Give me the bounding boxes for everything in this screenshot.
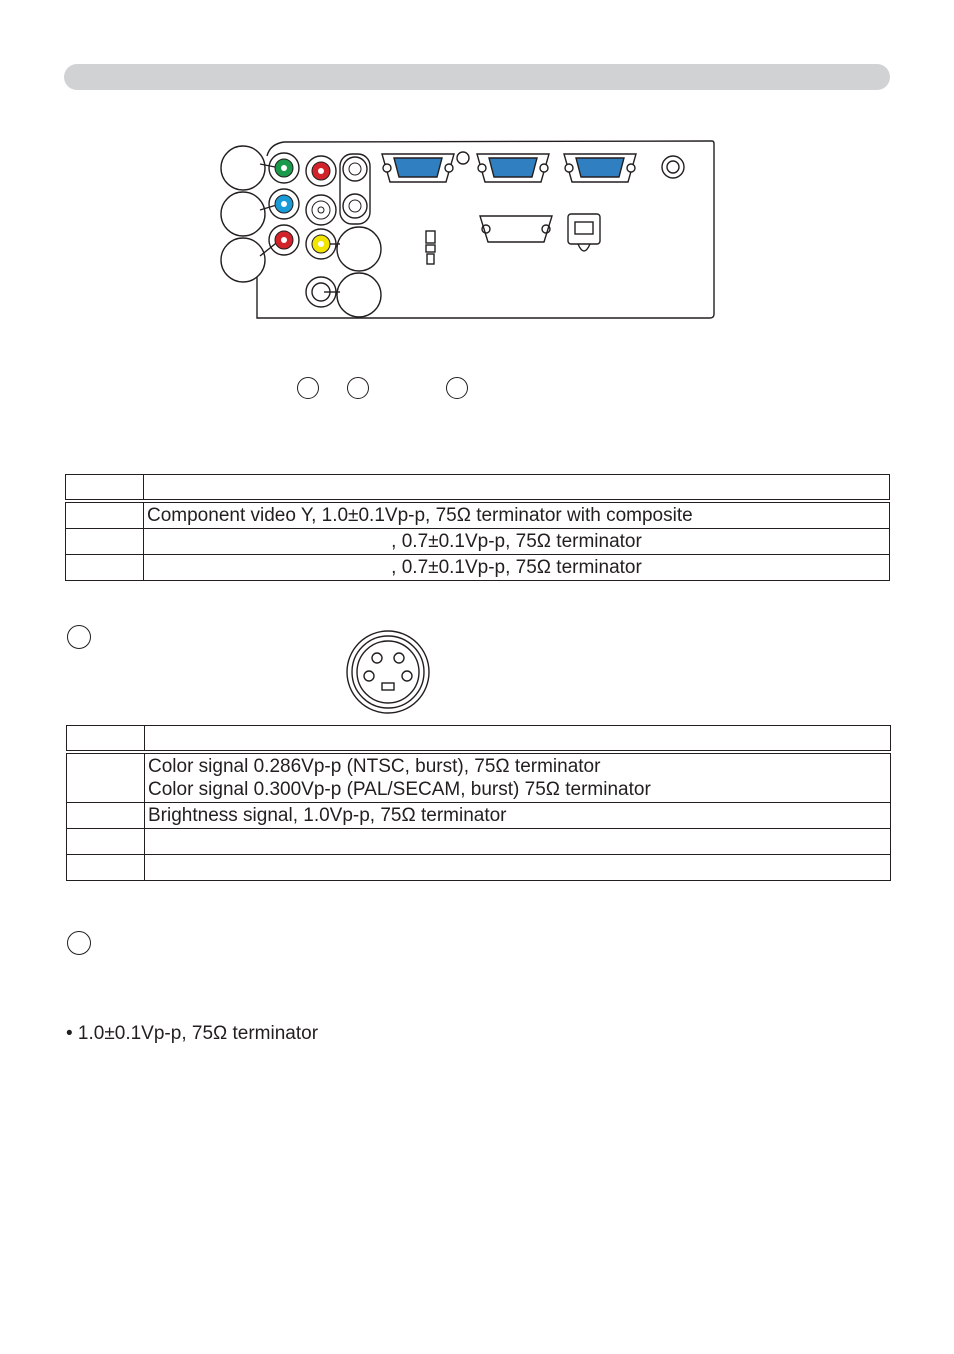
table-row	[67, 752, 891, 803]
table-row	[67, 803, 891, 829]
callout-circle	[337, 227, 381, 271]
row-desc	[145, 752, 891, 803]
callout-circle	[221, 238, 265, 282]
table-row	[67, 829, 891, 855]
row-desc: , 0.7±0.1Vp-p, 75Ω terminator	[144, 529, 890, 555]
row-pin	[67, 752, 145, 803]
row-pin	[66, 529, 144, 555]
row-desc: Component video Y, 1.0±0.1Vp-p, 75Ω terminator with composite	[144, 501, 890, 529]
ref-circle	[347, 377, 369, 399]
callout-circle	[221, 192, 265, 236]
rear-panel-diagram	[212, 136, 718, 322]
callout-circle	[221, 146, 265, 190]
row-desc: Brightness signal, 1.0Vp-p, 75Ω terminator	[145, 803, 891, 829]
header-pin	[66, 475, 144, 502]
table-row	[67, 855, 891, 881]
table-row	[66, 555, 890, 581]
ref-circle	[297, 377, 319, 399]
component-video-table	[65, 474, 890, 581]
video-section-marker	[67, 931, 91, 955]
header-pin	[67, 726, 145, 753]
video-spec-bullet: • 1.0±0.1Vp-p, 75Ω terminator	[66, 1023, 319, 1044]
svideo-section-marker	[67, 625, 91, 649]
svideo-table	[66, 725, 891, 881]
header-desc	[144, 475, 890, 502]
table-row	[66, 529, 890, 555]
row-pin	[67, 803, 145, 829]
table-row	[66, 501, 890, 529]
row-pin	[66, 501, 144, 529]
row-pin	[67, 829, 145, 855]
ref-circle	[446, 377, 468, 399]
table-header-row	[66, 475, 890, 502]
row-desc-line: Color signal 0.286Vp-p (NTSC, burst), 75Ω terminator	[148, 756, 601, 777]
callout-circle	[337, 273, 381, 317]
row-desc: , 0.7±0.1Vp-p, 75Ω terminator	[144, 555, 890, 581]
table-header-row	[67, 726, 891, 753]
row-pin	[67, 855, 145, 881]
row-desc-line: Color signal 0.300Vp-p (PAL/SECAM, burst) 75Ω terminator	[148, 779, 651, 800]
row-desc	[145, 829, 891, 855]
header-desc	[145, 726, 891, 753]
section-header-bar	[64, 64, 890, 90]
svideo-connector-icon	[345, 630, 431, 714]
row-desc	[145, 855, 891, 881]
row-pin	[66, 555, 144, 581]
